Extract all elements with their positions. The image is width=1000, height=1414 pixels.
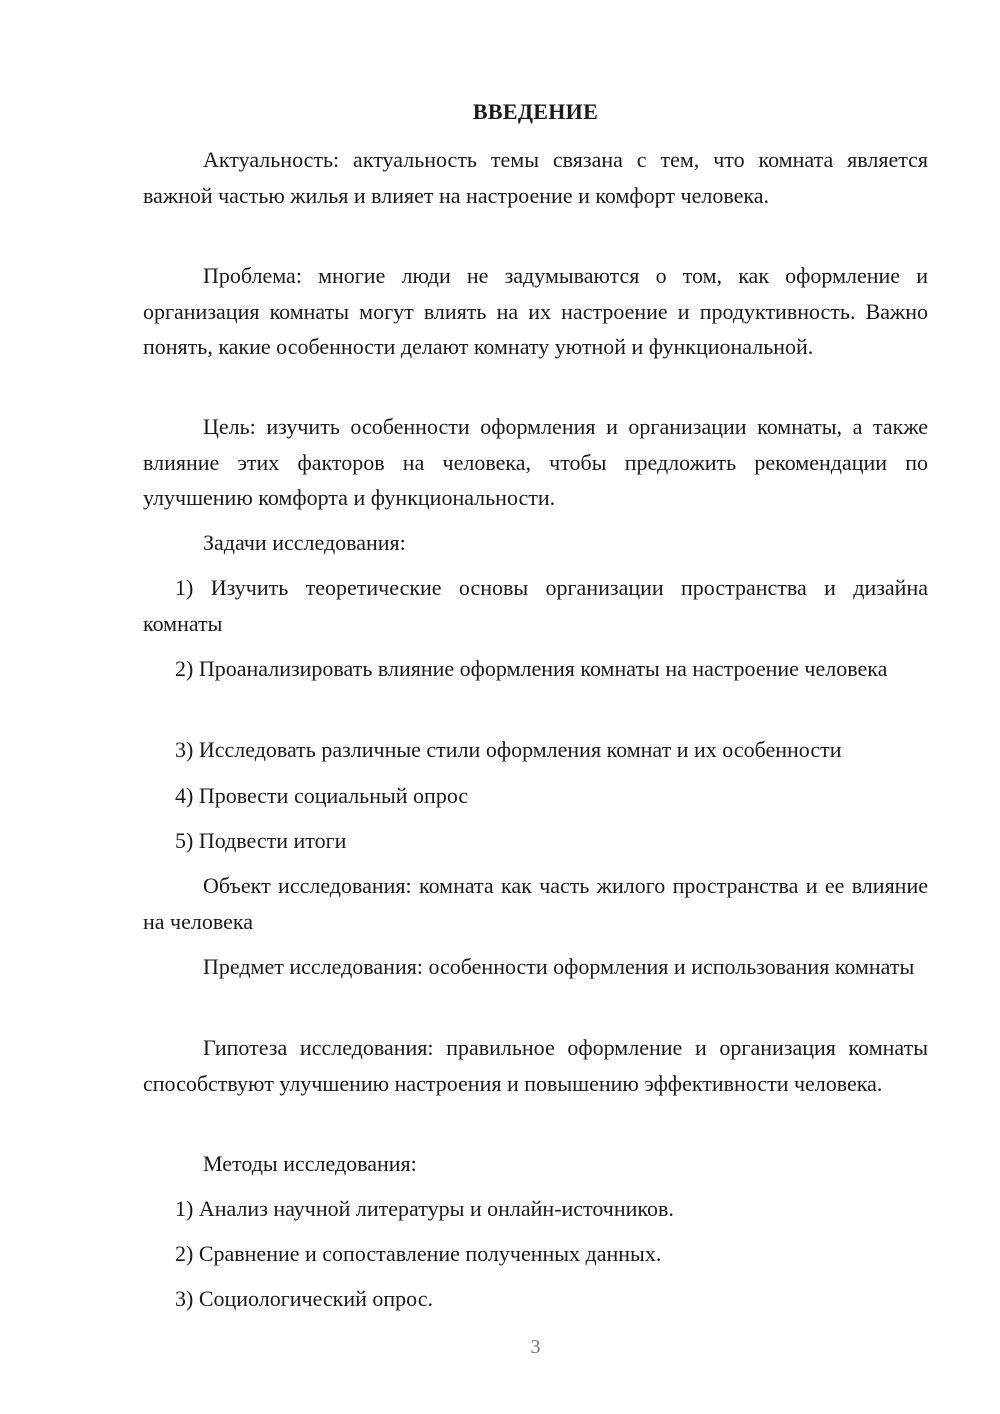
task-item-5: 5) Подвести итоги: [175, 828, 347, 853]
hypothesis-paragraph: Гипотеза исследования: правильное оформление и организация комнаты способствуют улучшению настроения и повышению эффективности человека.: [143, 1035, 928, 1096]
task-item-2: 2) Проанализировать влияние оформления комнаты на настроение человека: [175, 656, 888, 681]
task-item-1: 1) Изучить теоретические основы организации пространства и дизайна комнаты: [143, 575, 928, 636]
problem-paragraph: Проблема: многие люди не задумываются о том, как оформление и организация комнаты могут влиять на их настроение и продуктивность. Важно понять, какие особенности делают комнату уютной и функциональной.: [143, 263, 928, 359]
page-number: 3: [530, 1336, 541, 1358]
page-title: ВВЕДЕНИЕ: [472, 99, 599, 124]
subject-paragraph: Предмет исследования: особенности оформления и использования комнаты: [203, 954, 915, 979]
goal-paragraph: Цель: изучить особенности оформления и организации комнаты, а также влияние этих факторов на человека, чтобы предложить рекомендации по улучшению комфорта и функциональности.: [143, 414, 928, 510]
task-item-4: 4) Провести социальный опрос: [175, 783, 469, 808]
relevance-paragraph: Актуальность: актуальность темы связана с тем, что комната является важной частью жилья и влияет на настроение и комфорт человека.: [143, 147, 928, 208]
method-item-2: 2) Сравнение и сопоставление полученных данных.: [175, 1241, 662, 1266]
method-item-3: 3) Социологический опрос.: [175, 1286, 433, 1311]
methods-title: Методы исследования:: [203, 1151, 417, 1176]
object-paragraph: Объект исследования: комната как часть жилого пространства и ее влияние на человека: [143, 873, 928, 934]
task-item-3: 3) Исследовать различные стили оформления комнат и их особенности: [175, 737, 842, 762]
method-item-1: 1) Анализ научной литературы и онлайн-источников.: [175, 1196, 674, 1221]
tasks-title: Задачи исследования:: [203, 530, 406, 555]
